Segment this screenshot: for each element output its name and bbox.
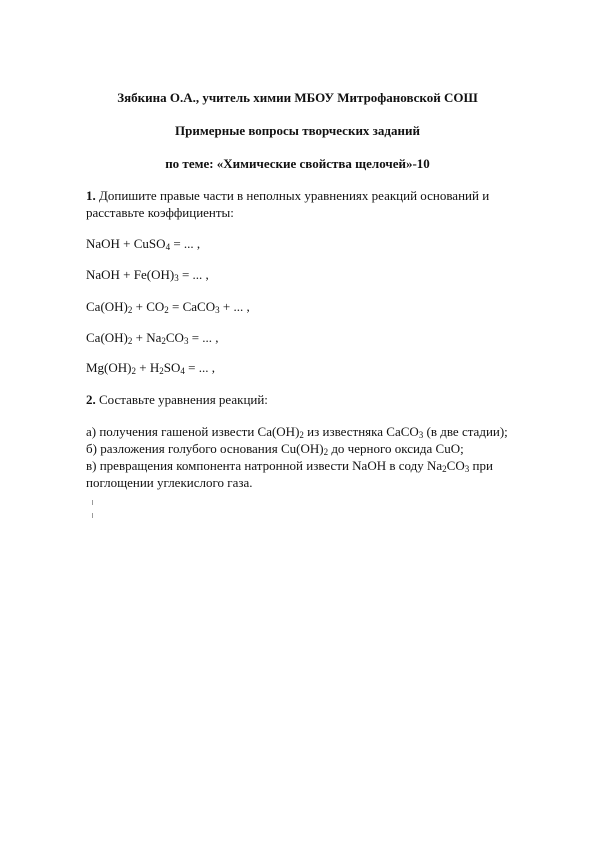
- subscript: 2: [442, 464, 447, 474]
- equation-3: [86, 298, 546, 315]
- task-1-number: 1.: [86, 188, 96, 203]
- text-segment: из известняка CaCO: [303, 424, 419, 439]
- task-1-line-1: [86, 187, 546, 204]
- text-segment: = ... ,: [188, 330, 219, 345]
- scan-mark: [92, 500, 93, 505]
- text-segment: NaOH + Fe(OH): [86, 267, 175, 282]
- text-segment: SO: [163, 360, 181, 375]
- subscript: 3: [464, 464, 470, 474]
- text-segment: Mg(OH): [86, 360, 132, 375]
- author-line: Зябкина О.А., учитель химии МБОУ Митрофановской СОШ: [117, 90, 478, 105]
- subscript: 4: [180, 366, 185, 376]
- subscript: 2: [127, 336, 133, 346]
- subscript: 2: [299, 430, 304, 440]
- document-topic: по теме: «Химические свойства щелочей»-10: [165, 156, 430, 171]
- task-2-number: 2.: [86, 392, 96, 407]
- subscript: 2: [159, 366, 164, 376]
- text-segment: а) получения гашеной извести Ca(OH): [86, 424, 300, 439]
- subscript: 4: [165, 242, 171, 252]
- text-segment: = CaCO: [168, 299, 216, 314]
- text-segment: = ... ,: [170, 236, 201, 251]
- text-segment: Ca(OH): [86, 299, 128, 314]
- task-2-line: [86, 391, 546, 408]
- equation-1: [86, 235, 546, 252]
- text-segment: Ca(OH): [86, 330, 128, 345]
- equation-5: [86, 359, 546, 376]
- task-2-statement: [86, 391, 546, 408]
- text-segment: в) превращения компонента натронной извести NaOH в соду Na: [86, 458, 443, 473]
- text-segment: = ... ,: [184, 360, 215, 375]
- task-2-item-c-continued: [86, 474, 546, 491]
- task-2-item-c: [86, 457, 546, 474]
- subscript: 2: [164, 305, 169, 315]
- text-segment: (в две стадии);: [423, 424, 508, 439]
- subscript: 2: [323, 447, 329, 457]
- text-segment: + H: [136, 360, 160, 375]
- text-segment: б) разложения голубого основания Cu(OH): [86, 441, 324, 456]
- subscript: 3: [418, 430, 424, 440]
- text-segment: поглощении углекислого газа.: [86, 475, 253, 490]
- subscript: 3: [183, 336, 189, 346]
- text-segment: + Na: [132, 330, 162, 345]
- subscript: 3: [215, 305, 220, 315]
- equation-4: [86, 329, 546, 346]
- text-segment: CO: [165, 330, 184, 345]
- scan-mark: [92, 513, 93, 518]
- text-segment: CO: [446, 458, 465, 473]
- subscript: 2: [131, 366, 136, 376]
- task-1-line-2: расставьте коэффициенты:: [86, 205, 234, 220]
- text-segment: NaOH + CuSO: [86, 236, 166, 251]
- text-segment: + ... ,: [219, 299, 250, 314]
- text-segment: + CO: [132, 299, 165, 314]
- task-2-item-b: [86, 440, 546, 457]
- document-title: Примерные вопросы творческих заданий: [175, 123, 420, 138]
- text-segment: до черного оксида CuO;: [328, 441, 464, 456]
- task-2-items: [86, 423, 546, 491]
- equation-2: [86, 266, 546, 283]
- text-segment: при: [469, 458, 493, 473]
- task-1-text: Допишите правые части в неполных уравнениях реакций оснований и: [95, 188, 490, 203]
- task-2-item-a: [86, 423, 546, 440]
- task-2-text: Составьте уравнения реакций:: [95, 392, 268, 407]
- subscript: 2: [161, 336, 166, 346]
- subscript: 3: [174, 273, 179, 283]
- task-1-statement: [86, 187, 546, 221]
- subscript: 2: [127, 305, 133, 315]
- text-segment: = ... ,: [178, 267, 209, 282]
